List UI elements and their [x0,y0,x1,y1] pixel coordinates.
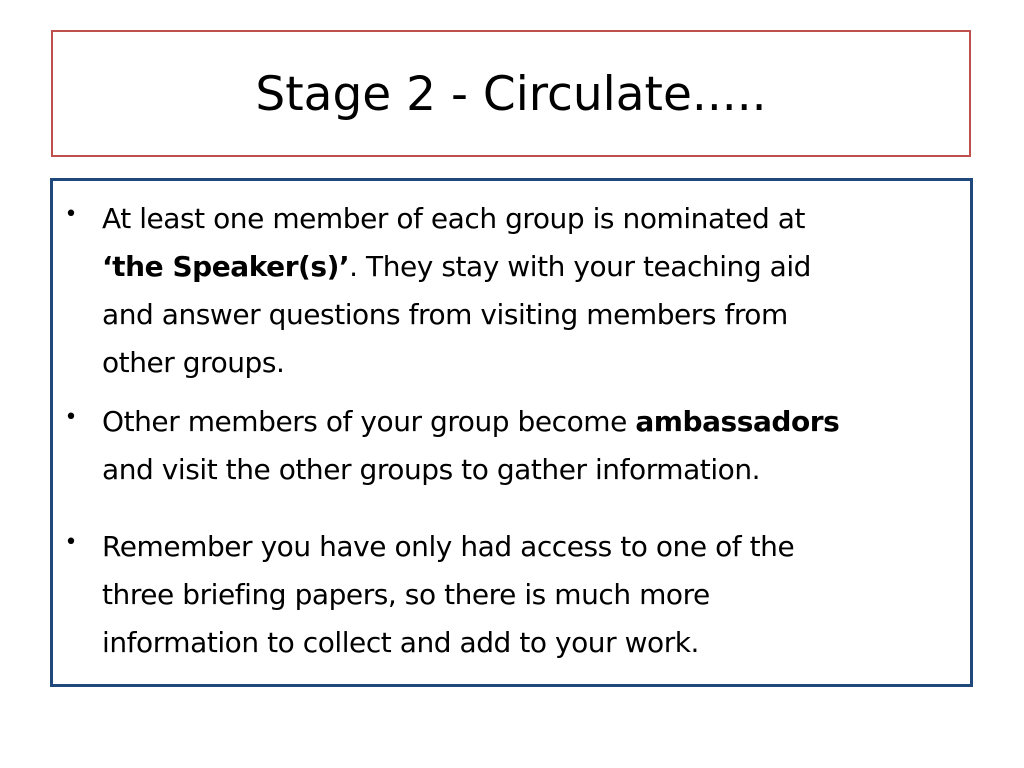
bullet-line [102,346,285,379]
bullet-line [102,626,700,659]
bullet-line [102,405,840,438]
bold-text-run: ambassadors [635,405,840,438]
bullet-marker: • [64,530,78,555]
bullet-line [102,298,788,331]
bold-text-run: ‘the Speaker(s)’ [102,250,350,283]
bullet-line [102,453,761,486]
bullet-line [102,250,811,283]
text-run: and answer questions from visiting members from [102,298,788,331]
bullet-list [53,181,970,684]
bullet-line [102,530,795,563]
bullet-marker: • [64,202,78,227]
bullet-marker: • [64,405,78,430]
text-run: other groups. [102,346,285,379]
text-run: . They stay with your teaching aid [349,250,811,283]
bullet-line [102,202,805,235]
slide-title: Stage 2 - Circulate..... [255,67,767,122]
text-run: and visit the other groups to gather information. [102,453,761,486]
content-box [50,178,973,687]
text-run: three briefing papers, so there is much more [102,578,710,611]
text-run: information to collect and add to your work. [102,626,700,659]
text-run: Remember you have only had access to one of the [102,530,795,563]
text-run: At least one member of each group is nominated at [102,202,805,235]
title-box [51,30,971,157]
bullet-line [102,578,710,611]
text-run: Other members of your group become [102,405,636,438]
